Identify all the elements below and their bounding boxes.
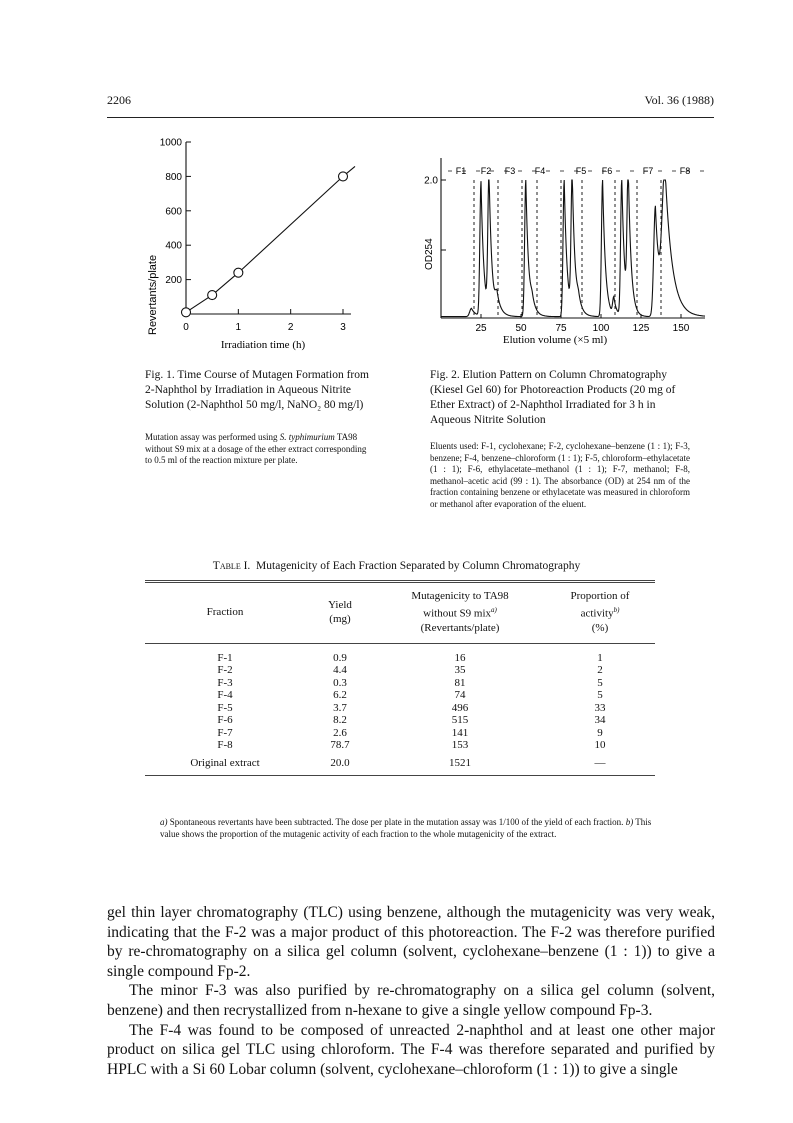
cell-mutagenicity: 515 (451, 714, 469, 727)
x-tick-label: 0 (183, 322, 189, 333)
y-tick-label: 600 (165, 206, 182, 218)
fraction-label: F4 (534, 166, 546, 176)
figure1-x-axis-label: Irradiation time (h) (220, 339, 306, 351)
fraction-label: F8 (679, 166, 691, 176)
footnote-a-label: a) (160, 817, 168, 827)
footnote-a: Spontaneous revertants have been subtracted. The dose per plate in the mutation assay was 1/100 of the yield of each fraction. (167, 817, 624, 827)
paragraph-1: gel thin layer chromatography (TLC) using benzene, although the mutagenicity was very weak, indicating that the F-2 was a major product of this photoreaction. The F-2 was therefore purified by re-chromatography on a silica gel column (solvent, cyclohexane–benzene (1 : 1)) to give a single compound Fp-2. (107, 904, 715, 980)
header-fraction: Fraction (206, 605, 244, 618)
table-row (145, 739, 655, 752)
table-row (145, 689, 655, 702)
paragraph-2: The minor F-3 was also purified by re-chromatography on a silica gel column (solvent, benzene) and then recrystallized from n-hexane to give a single yellow compound Fp-3. (107, 982, 715, 1019)
fraction-label: F6 (601, 166, 613, 176)
table-caption (0, 560, 793, 572)
table-body (145, 643, 655, 752)
table-row (145, 664, 655, 677)
cell-mutagenicity: 153 (451, 739, 469, 752)
figure1-axes (186, 142, 351, 314)
y-tick-label: 800 (165, 171, 182, 183)
cell-yield: 8.2 (333, 714, 347, 727)
cell-proportion: 5 (597, 689, 603, 702)
fraction-label: F5 (575, 166, 587, 176)
cell-fraction: F-5 (217, 701, 233, 714)
cell-mutagenicity: 496 (451, 701, 469, 714)
cell-fraction: F-7 (217, 726, 233, 739)
cell-fraction: F-4 (217, 689, 233, 702)
cell-proportion: 9 (597, 726, 603, 739)
x-tick-label: 1 (235, 322, 242, 333)
header-yield: Yield (mg) (328, 598, 352, 625)
paragraph-3: The F-4 was found to be composed of unreacted 2-naphthol and at least one other major product on silica gel TLC using chloroform. The F-4 was therefore separated and purified by HPLC with a Si 60 Lobar column (solvent, cyclohexane–chloroform (1 : 1)) to give a single (107, 1021, 715, 1078)
cell-yield: 0.3 (333, 676, 347, 689)
page-number: 2206 (107, 93, 131, 107)
cell-mutagenicity: 141 (451, 726, 469, 739)
header-rule (107, 117, 714, 118)
footnote-b: This value shows the proportion of the mutagenic activity of each fraction to the whole mutagenicity of the extract. (160, 817, 652, 839)
x-tick-label: 3 (340, 322, 346, 333)
table-label: Table I. (212, 560, 251, 572)
fraction-label: F3 (504, 166, 516, 176)
figure1-series (182, 166, 356, 316)
x-tick-label: 50 (515, 323, 527, 334)
x-tick-label: 2 (287, 322, 294, 333)
cell-proportion: 5 (597, 676, 603, 689)
table-title: Mutagenicity of Each Fraction Separated by Column Chromatography (256, 560, 581, 572)
cell-yield: 0.9 (333, 651, 347, 664)
cell-yield: 78.7 (330, 739, 350, 752)
figure1-y-axis-label: Revertants/plate (147, 254, 159, 335)
cell-mutagenicity: 16 (454, 651, 466, 664)
data-point (234, 268, 243, 277)
cell-yield: 6.2 (333, 689, 347, 702)
series-line-segment (212, 273, 238, 295)
cell-fraction: F-2 (217, 664, 233, 677)
figure1-note-species: S. typhimurium (279, 432, 335, 442)
total-mutagenicity: 1521 (449, 756, 471, 769)
table-total-row (145, 757, 655, 770)
figure2-y-ticks (424, 176, 446, 187)
total-fraction: Original extract (190, 756, 260, 769)
cell-fraction: F-1 (217, 651, 233, 664)
cell-proportion: 33 (594, 701, 606, 714)
mutagenicity-table (145, 580, 655, 776)
figure1-chart (140, 130, 390, 360)
data-point (208, 291, 217, 300)
figure2-caption: Fig. 2. Elution Pattern on Column Chromatography (Kiesel Gel 60) for Photoreaction Products (20 mg of Ether Extract) of 2-Naphthol Irradiated for 3 h in Aqueous Nitrite Solution (430, 369, 676, 426)
journal-volume: Vol. 36 (1988) (644, 93, 714, 107)
figure1-x-ticks (183, 309, 346, 333)
header-proportion: Proportion of activity$^{b)}$ (%) (570, 590, 630, 634)
total-proportion: — (594, 756, 606, 769)
figure2-x-axis-label: Elution volume (×5 ml) (502, 334, 608, 346)
x-tick-label: 100 (592, 323, 610, 334)
fraction-label: F7 (642, 166, 654, 176)
data-point (182, 308, 191, 317)
x-tick-label: 75 (555, 323, 567, 334)
cell-proportion: 2 (597, 664, 603, 677)
series-line-segment (238, 176, 343, 272)
table-row (145, 652, 655, 665)
fraction-label: F2 (480, 166, 492, 176)
cell-mutagenicity: 74 (454, 689, 466, 702)
cell-fraction: F-3 (217, 676, 233, 689)
y-tick-label: 1000 (159, 137, 182, 149)
table-row (145, 677, 655, 690)
figure1-note-pre: Mutation assay was performed using (145, 432, 280, 442)
cell-proportion: 34 (594, 714, 606, 727)
table-row (145, 702, 655, 715)
figure1-note (145, 432, 373, 467)
data-point (339, 172, 348, 181)
figure1-note-post: TA98 without S9 mix at a dosage of the ether extract corresponding to 0.5 ml of the reaction mixture per plate. (145, 432, 367, 466)
x-tick-label: 125 (632, 323, 650, 334)
footnote-b-label: b) (625, 817, 634, 827)
x-tick-label: 25 (475, 323, 487, 334)
y-tick-label: 200 (165, 275, 182, 287)
cell-proportion: 1 (597, 651, 603, 664)
x-tick-label: 150 (672, 323, 690, 334)
fraction-label: F1 (455, 166, 467, 176)
cell-yield: 2.6 (333, 726, 347, 739)
y-tick-label: 2.0 (424, 175, 438, 187)
total-yield: 20.0 (330, 756, 350, 769)
header-mutagenicity: Mutagenicity to TA98 without S9 mix$^{a)}$ (Revertants/plate) (411, 590, 509, 634)
table-row (145, 727, 655, 740)
figure1-caption: Fig. 1. Time Course of Mutagen Formation from 2-Naphthol by Irradiation in Aqueous Nitrite Solution (2-Naphthol 50 mg/l, NaNO₂ 80 mg/l) (145, 369, 369, 411)
figure2-note: Eluents used: F-1, cyclohexane; F-2, cyclohexane–benzene (1 : 1); F-3, benzene; F-4, benzene–chloroform (1 : 1); F-5, chloroform–ethylacetate (1 : 1); F-6, ethylacetate–methanol (1 : 1); F-7, methanol; F-8, methanol–acetic acid (99 : 1). The absorbance (OD) at 254 nm of the fraction containing benzene or ethylacetate was measured in chloroform or methanol after evaporation of the eluent. (430, 441, 690, 509)
y-tick-label: 400 (165, 240, 182, 252)
table-row (145, 714, 655, 727)
figure2-elution-trace (441, 180, 705, 317)
cell-yield: 4.4 (333, 664, 347, 677)
cell-yield: 3.7 (333, 701, 347, 714)
cell-fraction: F-6 (217, 714, 233, 727)
cell-mutagenicity: 81 (454, 676, 466, 689)
cell-proportion: 10 (594, 739, 606, 752)
figure2-chart (415, 150, 715, 350)
table-footnotes (160, 817, 660, 840)
body-text (107, 903, 715, 1079)
figure2-y-axis-label: OD254 (424, 238, 435, 270)
cell-fraction: F-8 (217, 739, 233, 752)
cell-mutagenicity: 35 (454, 664, 466, 677)
figure2-x-ticks (475, 314, 689, 334)
